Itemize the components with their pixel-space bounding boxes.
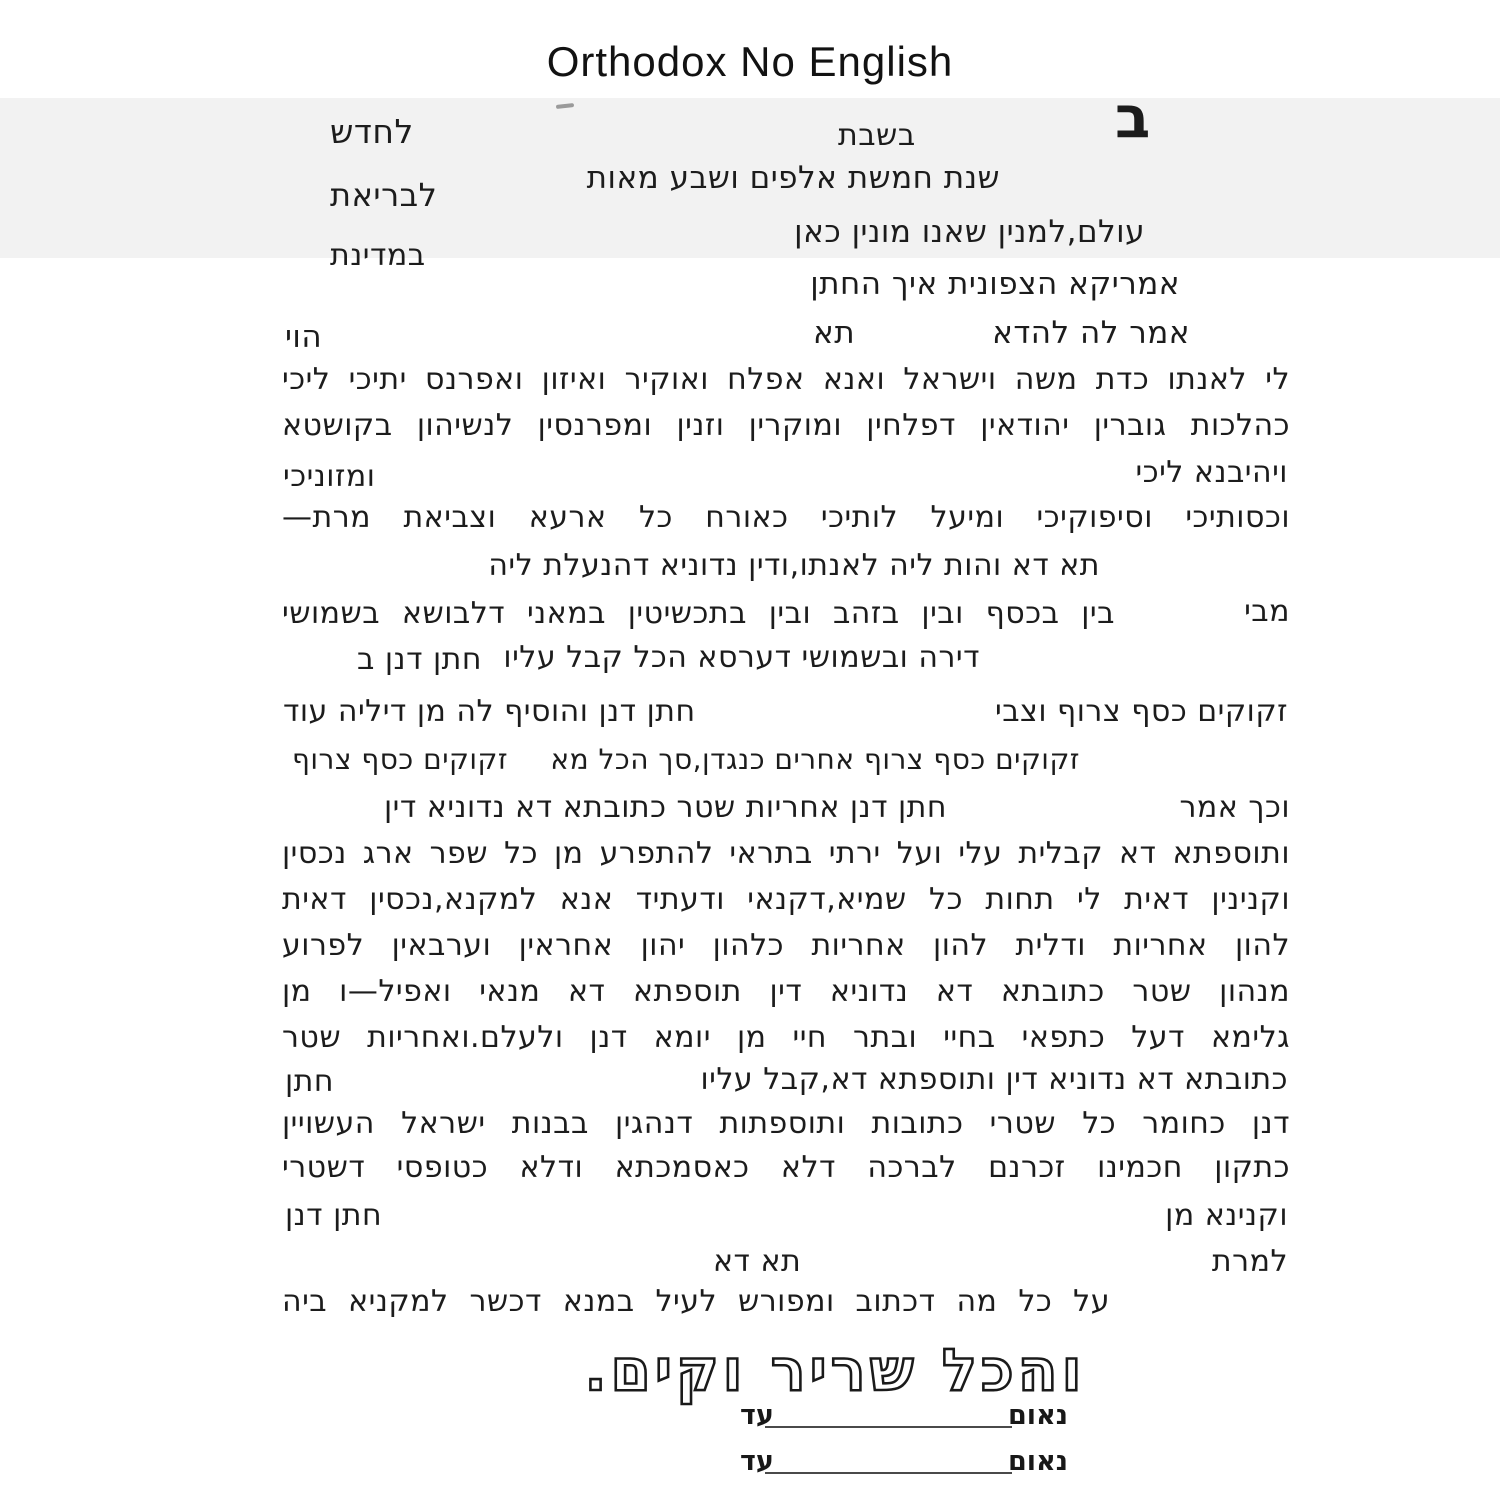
line14-zekukim-tzaruf: זקוקים כסף צרוף — [292, 743, 509, 776]
line10-ta-da-vehavat: תא דא והות ליה לאנתו,ודין נדוניא דהנעלת ליה — [488, 548, 1100, 583]
line16-tosefta-accepted: ותוספתא דא קבלית עלי ועל ירתי בתראי להתפרע מן כל שפר ארג נכסין — [282, 836, 1290, 871]
line2-livriat: לבריאת — [330, 176, 438, 214]
line1-lachodesh: לחדש — [330, 112, 414, 151]
line3-bimdinat: במדינת — [330, 238, 426, 273]
line14-zekukim-acherim-total: זקוקים כסף צרוף אחרים כנגדן,סך הכל מא — [550, 743, 1080, 776]
line12-dwelling-bedding-accepted: דירה ובשמושי דערסא הכל קבל עליו — [503, 640, 980, 675]
line7-jewish-husbands: כהלכות גוברין יהודאין דפלחין ומוקרין וזנין ומפרנסין לנשיהון בקושטא — [282, 408, 1290, 443]
line13-zekukim-silver-tzvi: זקוקים כסף צרוף וצבי — [995, 694, 1288, 729]
line20-cloak-on-shoulders: גלימא דעל כתפאי בחיי ובתר חיי מן יומא דנן ולעלם.ואחריות שטר — [282, 1020, 1290, 1055]
signature1-neum-label: נאום — [1008, 1400, 1068, 1431]
line5-ta-suffix: תא — [813, 315, 856, 351]
signature1-line — [765, 1402, 1012, 1428]
line13-groom-added: חתן דנן והוסיף לה מן דיליה עוד — [283, 694, 696, 729]
line12-chatan-danan-b: חתן דנן ב — [357, 642, 482, 677]
signature2-neum-label: נאום — [1008, 1446, 1068, 1477]
line23-sages-enactment: כתקון חכמינו זכרנם לברכה דלא כאסמכתא ודלא כטופסי דשטרי — [282, 1150, 1290, 1185]
page-title: Orthodox No English — [546, 38, 954, 85]
line22-stringency-daughters-israel: דנן כחומר כל שטרי כתובות ותוספתות דנהגין בבנות ישראל העשויין — [282, 1106, 1290, 1141]
line5-amar-lehada: אמר לה להדא — [992, 315, 1190, 351]
line25-ta-da: תא דא — [713, 1244, 802, 1279]
closing-text: והכל שריר וקים. — [584, 1336, 1086, 1404]
line24-chatan-danan: חתן דנן — [285, 1198, 383, 1233]
line2-year-five-thousand: שנת חמשת אלפים ושבע מאות — [586, 160, 1000, 196]
signature2-line — [765, 1448, 1012, 1474]
line8-umzonichi: ומזוניכי — [283, 459, 376, 494]
line4-north-america-groom: אמריקא הצפונית איך החתן — [810, 266, 1180, 302]
line8-vihavna-lichi: ויהיבנא ליכי — [1135, 455, 1288, 490]
line19-payment-even-from: מנהון שטר כתובתא דא נדוניא דין תוספתא דא מנאי ואפיל—ו מן — [282, 974, 1290, 1009]
signature2-ed-label: עד — [740, 1446, 774, 1477]
line15-achrayut-shtar: חתן דנן אחריות שטר כתובתא דא נדוניא דין — [383, 790, 947, 825]
line21-ketubah-kibel-alav: כתובתא דא נדוניא דין ותוספתא דא,קבל עליו — [700, 1062, 1288, 1097]
line1-beshabbat: בשבת — [838, 118, 916, 153]
line25-lemarat: למרת — [1211, 1244, 1288, 1279]
line17-property-under-heaven: וקנינין דאית לי תחות כל שמיא,דקנאי ודעתיד אנא למקנא,נכסין דאית — [282, 882, 1290, 917]
line11-mibei: מבי — [1244, 594, 1290, 629]
signature1-ed-label: עד — [740, 1400, 774, 1431]
line21-chatan: חתן — [285, 1064, 334, 1099]
line1-day-letter-bet: ב — [1115, 83, 1151, 151]
line3-olam-counting: עולם,למנין שאנו מונין כאן — [794, 214, 1145, 250]
line5-havi: הוי — [285, 319, 323, 355]
line15-vekach-amar: וכך אמר — [1179, 790, 1290, 825]
line24-veknina-min: וקנינא מן — [1165, 1198, 1288, 1233]
line18-guaranteed-property: להון אחריות ודלית להון אחריות כלהון יהון אחראין וערבאין לפרוע — [282, 928, 1290, 963]
line26-kinyan-valid-instrument: על כל מה דכתוב ומפורש לעיל במנא דכשר למקניא ביה — [282, 1284, 1110, 1319]
line9-clothing-needs-marat: וכסותיכי וסיפוקיכי ומיעל לותיכי כאורח כל ארעא וצביאת מרת— — [282, 500, 1290, 535]
line6-be-my-wife: לי לאנתו כדת משה וישראל ואנא אפלח ואוקיר ואיזון ואפרנס יתיכי ליכי — [282, 362, 1290, 397]
line11-silver-gold-jewelry: בין בכסף ובין בזהב ובין בתכשיטין במאני דלבושא בשמושי — [282, 596, 1115, 631]
